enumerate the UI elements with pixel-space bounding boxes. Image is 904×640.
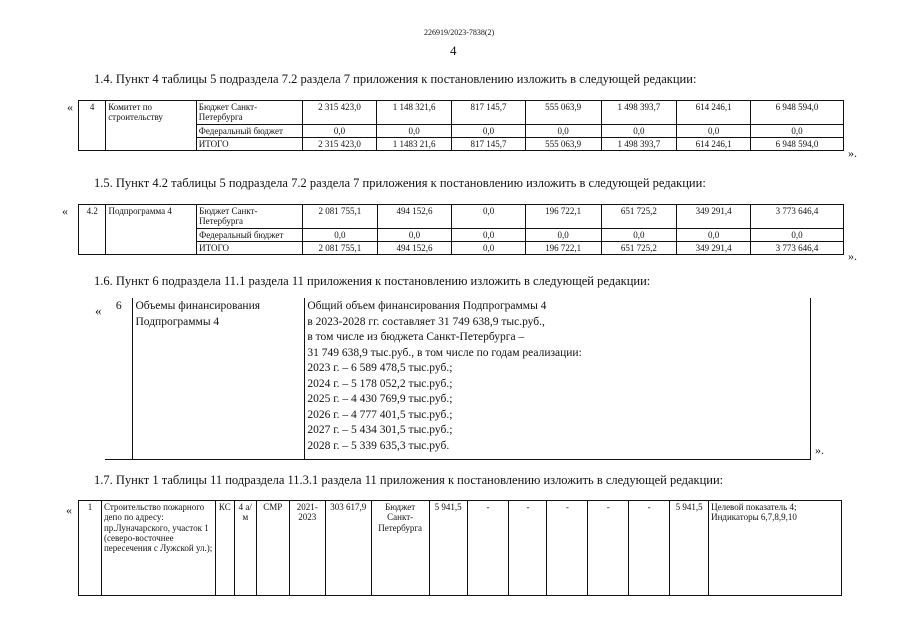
executor-name: Комитет по строительству — [106, 101, 197, 151]
close-quote: ». — [815, 443, 824, 457]
open-quote: « — [95, 303, 102, 318]
value-cell: 1 498 393,7 — [601, 138, 677, 151]
value-cell: 0,0 — [525, 228, 601, 241]
value-cell: 3 773 646,4 — [751, 205, 844, 229]
text-line: 2026 г. – 4 777 401,5 тыс.руб.; — [307, 408, 453, 421]
text-line: 2027 г. – 5 434 301,5 тыс.руб.; — [307, 424, 453, 437]
value-cell: 196 722,1 — [525, 242, 601, 255]
text-line: 2023 г. – 6 589 478,5 тыс.руб.; — [307, 362, 453, 375]
quantity-cell: 4 а/м — [234, 501, 256, 596]
source-cell: Федеральный бюджет — [197, 228, 303, 241]
value-cell: 5 941,5 — [429, 501, 467, 596]
dash-cell: - — [588, 501, 629, 596]
row-number: 6 — [105, 298, 133, 460]
row-number: 4.2 — [79, 205, 106, 255]
value-cell: 0,0 — [452, 205, 525, 229]
value-cell: 651 725,2 — [601, 205, 677, 229]
value-cell: 0,0 — [751, 124, 844, 137]
text-line: Общий объем финансирования Подпрограммы 4 — [307, 300, 547, 312]
value-cell: 614 246,1 — [677, 138, 751, 151]
table-1-6 — [105, 298, 811, 460]
total-cell: 5 941,5 — [670, 501, 709, 596]
value-cell: 1 498 393,7 — [601, 101, 677, 125]
text-line: 2028 г. – 5 339 635,3 тыс.руб. — [307, 439, 450, 452]
program-name: Подпрограмма 4 — [106, 205, 197, 255]
table-1-5 — [78, 204, 844, 255]
source-cell: Бюджет Санкт-Петербурга — [197, 205, 303, 229]
value-cell: 0,0 — [525, 124, 601, 137]
text-line: 31 749 638,9 тыс.руб., в том числе по годам реализации: — [307, 346, 582, 359]
value-cell: 2 315 423,0 — [302, 101, 377, 125]
value-cell: 6 948 594,0 — [751, 101, 844, 125]
value-cell: 0,0 — [452, 228, 525, 241]
source-cell: ИТОГО — [196, 138, 302, 151]
value-cell: 0,0 — [452, 124, 526, 137]
value-cell: 651 725,2 — [601, 242, 677, 255]
years-cell: 2021-2023 — [289, 501, 325, 596]
value-cell: 494 152,6 — [377, 205, 452, 229]
close-quote: ». — [848, 146, 857, 160]
value-cell: 0,0 — [601, 124, 677, 137]
value-cell: 555 063,9 — [525, 101, 601, 125]
text-line: в том числе из бюджета Санкт-Петербурга – — [307, 331, 525, 344]
value-cell: 2 081 755,1 — [302, 205, 377, 229]
value-cell: 349 291,4 — [677, 242, 751, 255]
value-cell: 0,0 — [302, 124, 377, 137]
text-line: в 2023-2028 гг. составляет 31 749 638,9 тыс.руб., — [307, 315, 545, 328]
paragraph-1-4: 1.4. Пункт 4 таблицы 5 подраздела 7.2 раздела 7 приложения к постановлению изложить в следующей редакции: — [94, 72, 697, 86]
goal-cell: Целевой показатель 4; Индикаторы 6,7,8,9,10 — [709, 501, 842, 596]
page-number: 4 — [450, 43, 457, 58]
value-cell: 3 773 646,4 — [751, 242, 844, 255]
value-cell: 1 148 321,6 — [377, 101, 452, 125]
document-number: 226919/2023-7838(2) — [424, 28, 495, 37]
table-1-4 — [78, 100, 844, 151]
text-line: 2025 г. – 4 430 769,9 тыс.руб.; — [307, 393, 453, 406]
value-cell: 0,0 — [601, 228, 677, 241]
value-cell: 349 291,4 — [677, 205, 751, 229]
object-name: Строительство пожарного депо по адресу: пр.Луначарского, участок 1 (северо-восточнее пересечения с Лужской ул.); — [101, 501, 215, 596]
source-cell: Федеральный бюджет — [196, 124, 302, 137]
dash-cell: - — [509, 501, 547, 596]
open-quote: « — [62, 204, 68, 218]
row-number: 1 — [79, 501, 102, 596]
value-cell: 196 722,1 — [525, 205, 601, 229]
value-cell: 494 152,6 — [377, 242, 452, 255]
ks-cell: КС — [215, 501, 234, 596]
works-cell: СМР — [256, 501, 289, 596]
value-cell: 0,0 — [751, 228, 844, 241]
paragraph-1-7: 1.7. Пункт 1 таблицы 11 подраздела 11.3.1 раздела 11 приложения к постановлению изложить в следующей редакции: — [94, 473, 724, 487]
value-cell: 2 081 755,1 — [302, 242, 377, 255]
source-cell: Бюджет Санкт-Петербурга — [371, 501, 429, 596]
close-quote: ». — [848, 249, 857, 263]
value-cell: 0,0 — [302, 228, 377, 241]
value-cell: 0,0 — [452, 242, 525, 255]
value-cell: 0,0 — [677, 124, 751, 137]
open-quote: « — [66, 503, 72, 517]
value-cell: 0,0 — [677, 228, 751, 241]
value-cell: 0,0 — [377, 124, 452, 137]
open-quote: « — [67, 100, 73, 114]
value-cell: 2 315 423,0 — [302, 138, 377, 151]
paragraph-1-5: 1.5. Пункт 4.2 таблицы 5 подраздела 7.2 раздела 7 приложения к постановлению изложить в следующей редакции: — [94, 176, 706, 190]
source-cell: Бюджет Санкт-Петербурга — [196, 101, 302, 125]
dash-cell: - — [467, 501, 509, 596]
paragraph-1-6: 1.6. Пункт 6 подраздела 11.1 раздела 11 приложения к постановлению изложить в следующей редакции: — [94, 274, 651, 288]
table-1-7 — [78, 500, 842, 596]
text-line: 2024 г. – 5 178 052,2 тыс.руб.; — [307, 377, 453, 390]
dash-cell: - — [629, 501, 670, 596]
value-cell: 614 246,1 — [677, 101, 751, 125]
row-number: 4 — [79, 101, 106, 151]
value-cell: 6 948 594,0 — [751, 138, 844, 151]
financing-text — [305, 298, 811, 460]
value-cell: 0,0 — [377, 228, 452, 241]
source-cell: ИТОГО — [197, 242, 303, 255]
value-cell: 1 1483 21,6 — [377, 138, 452, 151]
dash-cell: - — [547, 501, 588, 596]
value-cell: 817 145,7 — [452, 101, 526, 125]
value-cell: 817 145,7 — [452, 138, 526, 151]
value-cell: 555 063,9 — [525, 138, 601, 151]
field-name: Объемы финансирования Подпрограммы 4 — [133, 298, 305, 460]
cost-cell: 303 617,9 — [325, 501, 371, 596]
